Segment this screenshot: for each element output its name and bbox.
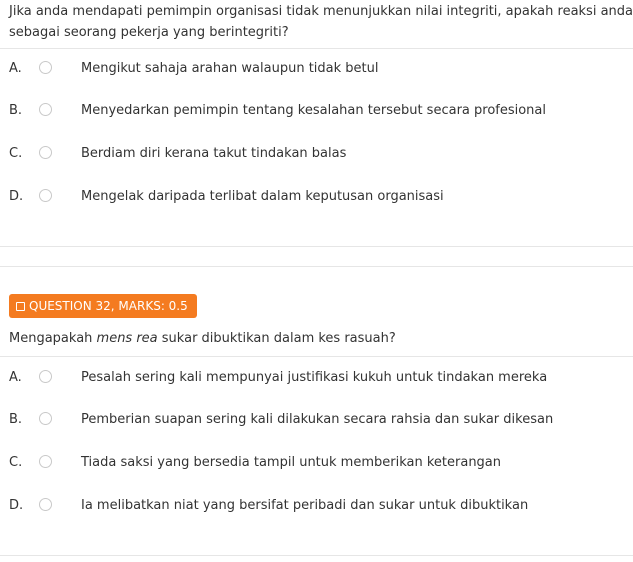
question-text-italic: mens rea bbox=[96, 331, 158, 346]
option-letter: B. bbox=[9, 103, 23, 118]
divider bbox=[0, 246, 633, 247]
question-text-part: sukar dibuktikan dalam kes rasuah? bbox=[157, 331, 396, 346]
radio-circle-icon[interactable] bbox=[39, 370, 52, 383]
option-letter: D. bbox=[9, 498, 24, 513]
question-32-text bbox=[9, 328, 396, 349]
q32-option-c[interactable] bbox=[0, 451, 633, 475]
question-badge-label: QUESTION 32, MARKS: 0.5 bbox=[29, 299, 188, 313]
radio-circle-icon[interactable] bbox=[39, 146, 52, 159]
option-label[interactable]: Tiada saksi yang bersedia tampil untuk memberikan keterangan bbox=[81, 455, 502, 470]
question-square-icon bbox=[16, 302, 25, 311]
divider bbox=[0, 48, 633, 49]
radio-circle-icon[interactable] bbox=[39, 412, 52, 425]
option-letter: B. bbox=[9, 412, 23, 427]
option-label[interactable]: Menyedarkan pemimpin tentang kesalahan tersebut secara profesional bbox=[81, 103, 547, 118]
option-label[interactable]: Mengikut sahaja arahan walaupun tidak betul bbox=[81, 61, 379, 76]
q31-option-a[interactable] bbox=[0, 57, 633, 81]
option-label[interactable]: Mengelak daripada terlibat dalam keputusan organisasi bbox=[81, 189, 444, 204]
q32-option-a[interactable] bbox=[0, 366, 633, 390]
radio-circle-icon[interactable] bbox=[39, 61, 52, 74]
q31-option-b[interactable] bbox=[0, 99, 633, 123]
option-label[interactable]: Pesalah sering kali mempunyai justifikasi kukuh untuk tindakan mereka bbox=[81, 370, 548, 385]
option-letter: A. bbox=[9, 61, 22, 76]
option-letter: C. bbox=[9, 455, 23, 470]
q31-option-d[interactable] bbox=[0, 185, 633, 209]
option-letter: A. bbox=[9, 370, 22, 385]
question-31-text: Jika anda mendapati pemimpin organisasi tidak menunjukkan nilai integriti, apakah reaksi anda sebagai seorang pekerja yang berintegriti? bbox=[9, 4, 633, 40]
q32-option-b[interactable] bbox=[0, 408, 633, 432]
option-letter: D. bbox=[9, 189, 24, 204]
q32-option-d[interactable] bbox=[0, 494, 633, 518]
radio-circle-icon[interactable] bbox=[39, 455, 52, 468]
radio-circle-icon[interactable] bbox=[39, 189, 52, 202]
question-text-part: Mengapakah bbox=[9, 331, 97, 346]
option-label[interactable]: Berdiam diri kerana takut tindakan balas bbox=[81, 146, 347, 161]
divider bbox=[0, 266, 633, 267]
radio-circle-icon[interactable] bbox=[39, 103, 52, 116]
question-badge bbox=[9, 294, 197, 318]
option-letter: C. bbox=[9, 146, 23, 161]
divider bbox=[0, 356, 633, 357]
divider bbox=[0, 555, 633, 556]
radio-circle-icon[interactable] bbox=[39, 498, 52, 511]
q31-option-c[interactable] bbox=[0, 142, 633, 166]
option-label[interactable]: Ia melibatkan niat yang bersifat peribadi dan sukar untuk dibuktikan bbox=[81, 498, 529, 513]
option-label[interactable]: Pemberian suapan sering kali dilakukan secara rahsia dan sukar dikesan bbox=[81, 412, 554, 427]
